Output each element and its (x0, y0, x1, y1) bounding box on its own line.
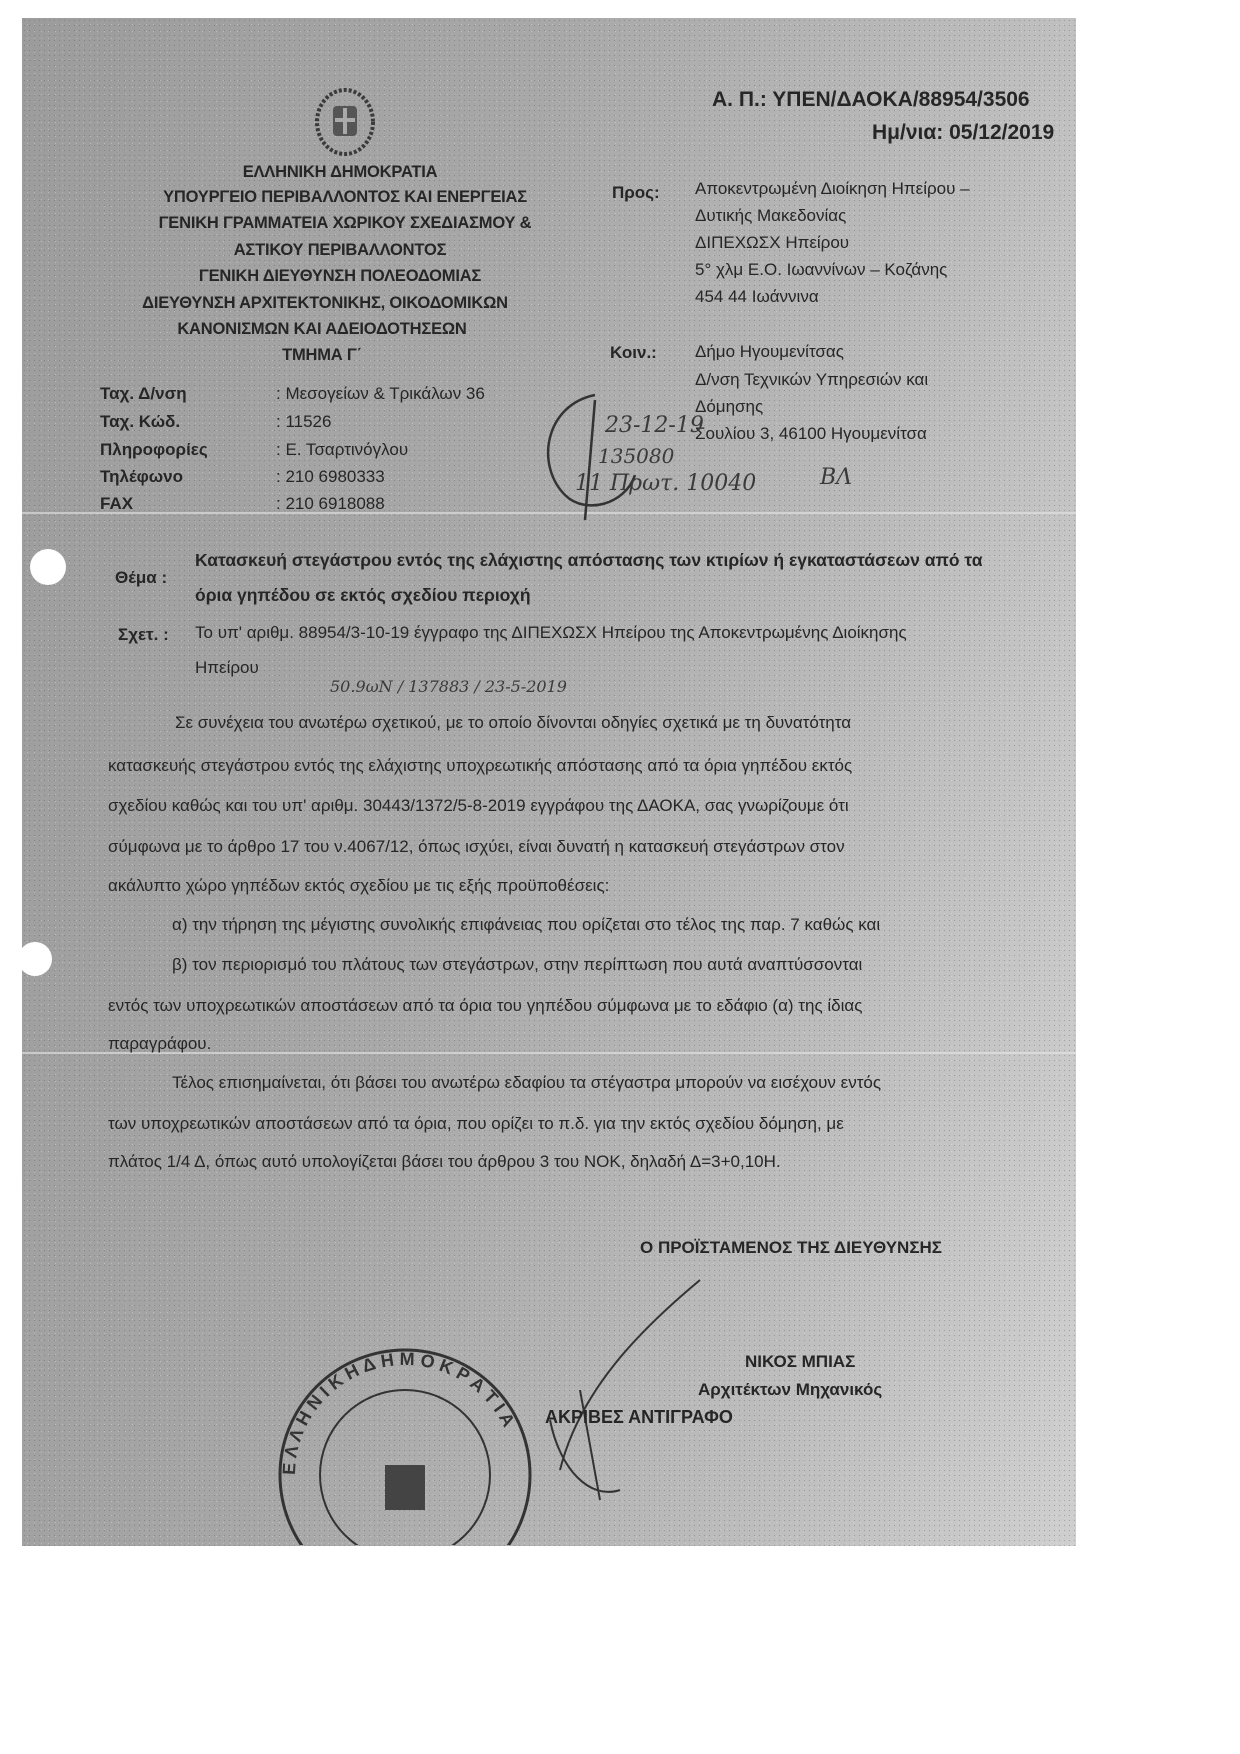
official-seal (275, 1345, 535, 1545)
signatory-name: ΝΙΚΟΣ ΜΠΙΑΣ (745, 1352, 856, 1371)
body-line: σύμφωνα με το άρθρο 17 του ν.4067/12, όπως ισχύει, είναι δυνατή η κατασκευή στεγάστρων στον (108, 837, 845, 856)
signatory-role: Αρχιτέκτων Μηχανικός (698, 1380, 883, 1399)
handwritten-initials: ΒΛ (820, 465, 853, 490)
contact-value: : Ε. Τσαρτινόγλου (276, 440, 409, 459)
contact-label: FAX (100, 494, 134, 513)
to-label: Προς: (612, 183, 660, 202)
cc-line: Δήμο Ηγουμενίτσας (695, 342, 844, 361)
cc-line: Δόμησης (695, 397, 764, 416)
subject-line: όρια γηπέδου σε εκτός σχεδίου περιοχή (195, 585, 531, 605)
body-line: παραγράφου. (108, 1034, 212, 1053)
handwritten-number: 135080 (598, 444, 675, 468)
contact-label: Πληροφορίες (100, 440, 208, 459)
cc-label: Κοιν.: (610, 343, 657, 362)
body-line: των υποχρεωτικών αποστάσεων από τα όρια, που ορίζει το π.δ. για την εκτός σχεδίου δόμηση, με (108, 1114, 844, 1133)
body-line: κατασκευής στεγάστρου εντός της ελάχιστης υποχρεωτικής απόστασης από τα όρια γηπέδου εκτός (108, 756, 853, 775)
body-line: Τέλος επισημαίνεται, ότι βάσει του ανωτέρω εδαφίου τα στέγαστρα μπορούν να εισέχουν εντός (172, 1073, 882, 1092)
sender-line: ΔΙΕΥΘΥΝΣΗ ΑΡΧΙΤΕΚΤΟΝΙΚΗΣ, ΟΙΚΟΔΟΜΙΚΩΝ (142, 294, 508, 312)
recipient-line: ΔΙΠΕΧΩΣΧ Ηπείρου (695, 233, 850, 252)
body-line: α) την τήρηση της μέγιστης συνολικής επιφάνειας που ορίζεται στο τέλος της παρ. 7 καθώς και (172, 915, 881, 934)
document-date: Ημ/νια: 05/12/2019 (872, 121, 1055, 144)
sender-line: ΕΛΛΗΝΙΚΗ ΔΗΜΟΚΡΑΤΙΑ (242, 163, 438, 181)
recipient-line: Δυτικής Μακεδονίας (695, 206, 847, 225)
contact-value: : 210 6980333 (276, 467, 385, 486)
sender-line: ΤΜΗΜΑ Γ΄ (282, 346, 362, 364)
handwritten-date: 23-12-19 (605, 413, 704, 438)
recipient-line: 5° χλμ Ε.Ο. Ιωαννίνων – Κοζάνης (695, 260, 948, 279)
svg-text:Ε Λ Λ Η Ν Ι Κ Η Δ Η Μ Ο Κ Ρ: Ε Λ Λ Η Ν Ι Κ Η Δ Η Μ Ο Κ Ρ Α Τ Ι Α (278, 1348, 519, 1476)
contact-value: : Μεσογείων & Τρικάλων 36 (276, 384, 485, 403)
cc-line: Δ/νση Τεχνικών Υπηρεσιών και (695, 370, 929, 389)
body-line: ακάλυπτο χώρο γηπέδων εκτός σχεδίου με τις εξής προϋποθέσεις: (108, 876, 610, 895)
punch-hole (18, 942, 52, 976)
signatory-title: Ο ΠΡΟΪΣΤΑΜΕΝΟΣ ΤΗΣ ΔΙΕΥΘΥΝΣΗΣ (640, 1238, 943, 1257)
body-line: β) τον περιορισμό του πλάτους των στεγάστρων, στην περίπτωση που αυτά αναπτύσσονται (172, 955, 863, 974)
protocol-number: Α. Π.: ΥΠΕΝ/ΔΑΟΚΑ/88954/3506 (712, 88, 1030, 111)
recipient-line: 454 44 Ιωάννινα (695, 287, 819, 306)
greek-coat-of-arms-icon (312, 86, 378, 158)
recipient-line: Αποκεντρωμένη Διοίκηση Ηπείρου – (695, 179, 970, 198)
contact-value: : 11526 (276, 412, 332, 431)
handwritten-note: 11 Πρωτ. 10040 (575, 471, 757, 496)
body-line: εντός των υποχρεωτικών αποστάσεων από τα όρια του γηπέδου σύμφωνα με το εδάφιο (α) της ίδιας (108, 996, 863, 1015)
sender-line: ΓΕΝΙΚΗ ΔΙΕΥΘΥΝΣΗ ΠΟΛΕΟΔΟΜΙΑΣ (198, 267, 482, 285)
true-copy-stamp: ΑΚΡΙΒΕΣ ΑΝΤΙΓΡΑΦΟ (545, 1407, 733, 1427)
sender-line: ΓΕΝΙΚΗ ΓΡΑΜΜΑΤΕΙΑ ΧΩΡΙΚΟΥ ΣΧΕΔΙΑΣΜΟΥ & (158, 214, 532, 232)
body-line: πλάτος 1/4 Δ, όπως αυτό υπολογίζεται βάσει του άρθρου 3 του ΝΟΚ, δηλαδή Δ=3+0,10Η. (108, 1152, 781, 1171)
related-line: Το υπ' αριθμ. 88954/3-10-19 έγγραφο της ΔΙΠΕΧΩΣΧ Ηπείρου της Αποκεντρωμένης Διοίκησης (195, 623, 907, 642)
contact-label: Τηλέφωνο (100, 467, 183, 486)
cc-line: Σουλίου 3, 46100 Ηγουμενίτσα (695, 424, 927, 443)
sender-line: ΥΠΟΥΡΓΕΙΟ ΠΕΡΙΒΑΛΛΟΝΤΟΣ ΚΑΙ ΕΝΕΡΓΕΙΑΣ (163, 188, 527, 206)
body-line: σχεδίου καθώς και του υπ' αριθμ. 30443/1372/5-8-2019 εγγράφου της ΔΑΟΚΑ, σας γνωρίζουμε ότι (108, 796, 849, 815)
subject-label: Θέμα : (115, 568, 168, 587)
handwritten-reference: 50.9ωΝ / 137883 / 23-5-2019 (330, 677, 567, 696)
body-line: Σε συνέχεια του ανωτέρω σχετικού, με το οποίο δίνονται οδηγίες σχετικά με τη δυνατότητα (175, 713, 852, 732)
punch-hole (30, 549, 66, 585)
related-label: Σχετ. : (118, 625, 169, 644)
sender-line: ΚΑΝΟΝΙΣΜΩΝ ΚΑΙ ΑΔΕΙΟΔΟΤΗΣΕΩΝ (177, 320, 467, 338)
sender-line: ΑΣΤΙΚΟΥ ΠΕΡΙΒΑΛΛΟΝΤΟΣ (233, 241, 447, 259)
contact-label: Ταχ. Δ/νση (100, 384, 187, 403)
contact-label: Ταχ. Κώδ. (100, 412, 181, 431)
handwritten-signature (520, 1270, 720, 1510)
contact-value: : 210 6918088 (276, 494, 385, 513)
subject-line: Κατασκευή στεγάστρου εντός της ελάχιστης απόστασης των κτιρίων ή εγκαταστάσεων από τα (195, 550, 983, 570)
related-line: Ηπείρου (195, 658, 259, 677)
